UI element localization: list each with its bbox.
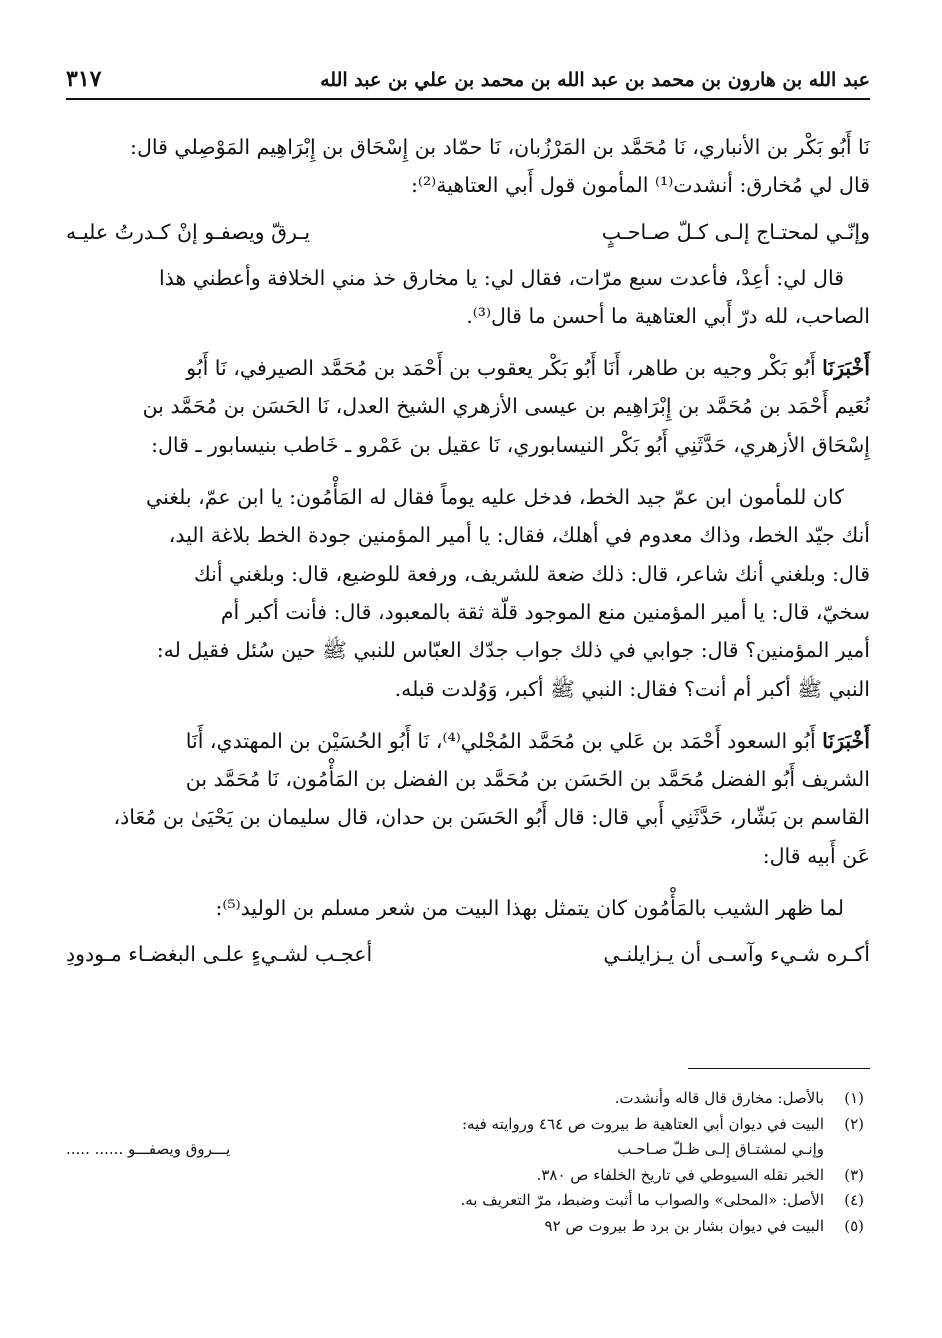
verse-hemistich-second: أعجـب لشـيءٍ علـى البغضـاء مـودودِ — [66, 942, 373, 967]
text-line: أنك جيّد الخط، وذاك معدوم في أهلك، فقال: يا أمير المؤمنين جودة الخط بلاغة اليد، — [168, 523, 870, 548]
footnote-number: (٢) — [844, 1114, 864, 1133]
footnote — [66, 1163, 864, 1189]
verse-hemistich-first: أكـره شـيء وآسـى أن يـزايلنـي — [603, 942, 870, 967]
verse-hemistich-first: وإنـي لمشتـاق إلـى ظـلّ صـاحـب — [617, 1140, 824, 1158]
text-line: الشريف أَبُو الفضل مُحَمَّد بن الحَسَن بن مُحَمَّد بن الفضل بن المَأْمُون، نَا مُحَمَّد بن — [185, 767, 870, 792]
footnote-text: البيت في ديوان أبي العتاهية ط بيروت ص ٤٦٤ وروايته فيه: — [461, 1114, 824, 1133]
text-segment: أَبُو السعود أَحْمَد بن عَلي بن مُحَمَّد المُجْلي⁽⁴⁾، نَا أَبُو الحُسَيْن بن المهتدي، أَنَا — [185, 728, 823, 753]
footnote-number: (٤) — [844, 1191, 864, 1209]
text-line: كان للمأمون ابن عمّ جيد الخط، فدخل عليه يوماً فقال له المَأْمُون: يا ابن عمّ، بلغني — [145, 485, 844, 510]
footnote — [66, 1214, 864, 1240]
footnote-text: الخبر نقله السيوطي في تاريخ الخلفاء ص ٣٨٠. — [536, 1165, 824, 1184]
footnote — [66, 1086, 864, 1112]
verse-hemistich-second: يـــروق ويصفـــو ...... ..... — [66, 1140, 231, 1158]
footnote-number: (٣) — [844, 1165, 864, 1184]
text-line — [66, 722, 870, 760]
text-line: إِسْحَاق الأزهري، حَدَّثَنِي أَبُو بَكْر النيسابوري، نَا عقيل بن عَمْرو ـ خَاطب بنيسابور ـ قال: — [151, 432, 870, 457]
verse-hemistich-second: يـرقّ ويصفـو إنْ كـدرتُ عليـه — [66, 219, 311, 244]
footnote-separator — [688, 1068, 870, 1069]
text-line: النبي ﷺ أكبر أم أنت؟ فقال: النبي ﷺ أكبر، وَوُلدت قبله. — [394, 676, 870, 701]
footnote — [66, 1188, 864, 1214]
text-line: نَا أَبُو بَكْر بن الأنباري، نَا مُحَمَّد بن المَرْزُبان، نَا حمّاد بن إِسْحَاق بن إِبْرَاهِيم المَوْصِلي قال: — [130, 135, 870, 159]
text-line: الصاحب، لله درّ أَبي العتاهية ما أحسن ما قال⁽³⁾. — [466, 303, 870, 328]
footnote-number: (٥) — [844, 1216, 864, 1235]
text-line — [66, 349, 870, 387]
footnote — [66, 1112, 864, 1138]
text-segment: أَبُو بَكْر وجيه بن طاهر، أَنَا أَبُو بَكْر يعقوب بن أَحْمَد بن مُحَمَّد الصيرفي، نَا أَبُو — [186, 356, 823, 381]
text-line: قال لي: أعِدْ، فأعدت سبع مرّات، فقال لي: يا مخارق خذ مني الخلافة وأعطني هذا — [158, 265, 844, 290]
text-line: أمير المؤمنين؟ قال: جوابي في ذلك جواب جدّك العبّاس للنبي ﷺ حين سُئل فقيل له: — [156, 638, 870, 663]
verse-hemistich-first: وإنّـي لمحتـاج إلـى كـلّ صـاحـبٍ — [601, 219, 870, 244]
footnote-text: البيت في ديوان بشار بن برد ط بيروت ص ٩٢ — [544, 1216, 824, 1235]
footnote-text: بالأصل: مخارق قال قاله وأنشدت. — [614, 1089, 824, 1107]
footnote-number: (١) — [844, 1089, 864, 1107]
text-line: قال لي مُخارق: أنشدت⁽¹⁾ المأمون قول أَبي العتاهية⁽²⁾: — [411, 173, 870, 198]
running-header — [66, 58, 870, 100]
main-text — [66, 128, 870, 973]
text-line: القاسم بن بَشّار، حَدَّثَنِي أَبي قال: قال أَبُو الحَسَن بن حدان، قال سليمان بن يَحْيَىٰ بن مُعَاذ، — [113, 805, 870, 830]
lead-word: أَخْبَرَنَا — [822, 728, 870, 753]
text-line: لما ظهر الشيب بالمَأْمُون كان يتمثل بهذا البيت من شعر مسلم بن الوليد⁽⁵⁾: — [215, 896, 844, 921]
text-line: عَن أَبيه قال: — [762, 843, 870, 868]
verse — [66, 935, 870, 973]
page-number: ٣١٧ — [66, 66, 102, 92]
lead-word: أَخْبَرَنَا — [822, 356, 870, 381]
text-line: نُعَيم أَحْمَد بن مُحَمَّد بن إِبْرَاهِيم بن عيسى الأزهري الشيخ العدل، نَا الحَسَن بن مُحَمَّد بن — [142, 394, 870, 419]
header-title: عبد الله بن هارون بن محمد بن عبد الله بن محمد بن علي بن عبد الله — [320, 69, 870, 91]
footnote-text: الأصل: «المحلى» والصواب ما أثبت وضبط، مرّ التعريف به. — [460, 1191, 824, 1209]
footnotes — [66, 1086, 864, 1239]
verse — [66, 213, 870, 251]
footnote-verse — [66, 1137, 864, 1163]
text-line: سخيّ، قال: يا أمير المؤمنين منع الموجود قلّة ثقة بالمعبود، قال: فأنت أكبر أم — [220, 599, 870, 624]
text-line: قال: وبلغني أنك شاعر، قال: ذلك ضعة للشريف، ورفعة للوضيع، قال: وبلغني أنك — [193, 561, 870, 586]
